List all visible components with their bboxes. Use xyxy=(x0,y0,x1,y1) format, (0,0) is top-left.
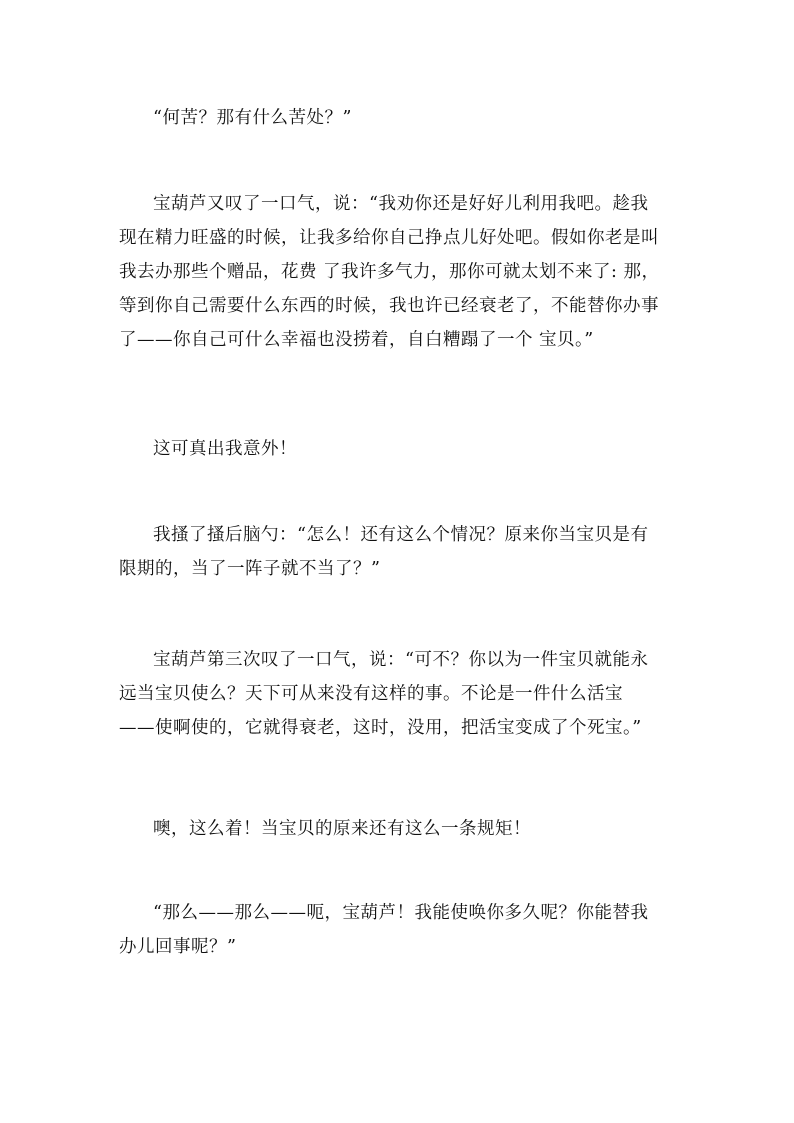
text-line: 了——你自己可什么幸福也没捞着，自白糟蹋了一个 宝贝。” xyxy=(119,330,594,350)
text-line: 我去办那些个赠品，花费 了我许多气力，那你可就太划不来了: 那， xyxy=(119,262,660,282)
paragraph-4 xyxy=(119,518,679,586)
text-line: 等到你自己需要什么东西的时候，我也许已经衰老了，不能替你办事 xyxy=(119,296,659,316)
text-line: 办儿回事呢？” xyxy=(119,937,237,957)
text-line: 噢，这么着！当宝贝的原来还有这么一条规矩！ xyxy=(153,819,531,839)
text-line: 限期的，当了一阵子就不当了？” xyxy=(119,559,381,579)
text-line: “何苦？那有什么苦处？” xyxy=(153,108,352,128)
text-line: 宝葫芦第三次叹了一口气，说：“可不？你以为一件宝贝就能永 xyxy=(153,650,649,670)
text-line: ——使啊使的，它就得衰老，这时，没用，把活宝变成了个死宝。” xyxy=(119,718,642,738)
text-line: 现在精力旺盛的时候，让我多给你自己挣点儿好处吧。假如你老是叫 xyxy=(119,228,659,248)
text-line: 宝葫芦又叹了一口气，说：“我劝你还是好好儿利用我吧。趁我 xyxy=(153,194,649,214)
text-line: 我搔了搔后脑勺：“怎么！还有这么个情况？原来你当宝贝是有 xyxy=(153,525,649,545)
text-line: 这可真出我意外！ xyxy=(153,439,297,459)
text-line: 远当宝贝使么？天下可从来没有这样的事。不论是一件什么活宝 xyxy=(119,684,623,704)
paragraph-1 xyxy=(119,101,679,135)
paragraph-3 xyxy=(119,432,679,466)
text-line: “那么——那么——呃，宝葫芦！我能使唤你多久呢？你能替我 xyxy=(153,903,649,923)
paragraph-5 xyxy=(119,643,679,745)
paragraph-6 xyxy=(119,812,679,846)
paragraph-2 xyxy=(119,187,679,357)
paragraph-7 xyxy=(119,896,679,964)
